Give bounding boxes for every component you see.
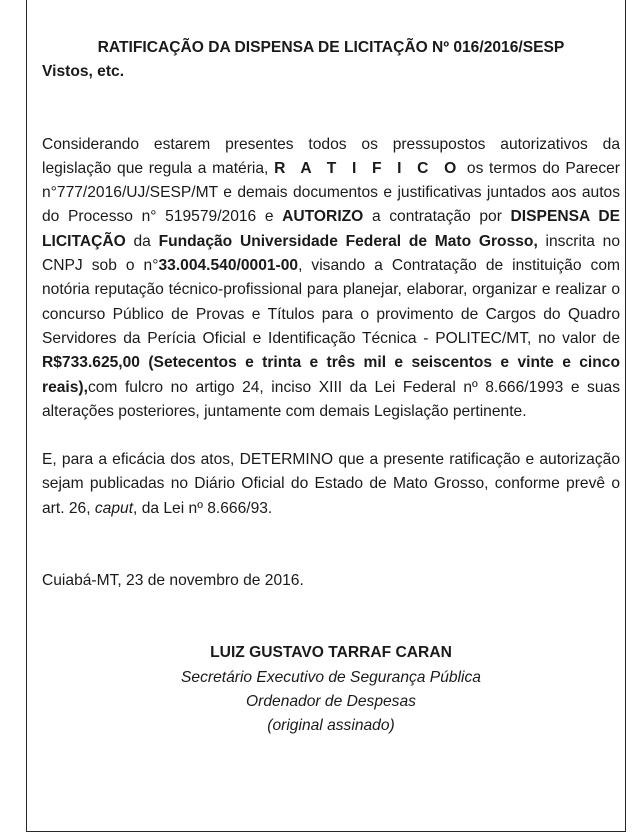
signature-block	[42, 641, 620, 738]
signatory-role: Secretário Executivo de Segurança Pública	[181, 668, 481, 686]
signatory-name: LUIZ GUSTAVO TARRAF CARAN	[210, 644, 452, 662]
paragraph-determination	[42, 448, 620, 521]
p1-bold-valor: R$733.625,00 (Setecentos e trinta e três mil e seiscentos e vinte e cinco reais),	[42, 354, 620, 396]
p1-text-4: da	[125, 232, 159, 250]
p1-bold-ratifico: R A T I F I C O	[274, 159, 462, 177]
p2-italic-caput: caput	[94, 499, 134, 517]
p1-bold-autorizo: AUTORIZO	[282, 208, 364, 226]
place-date: Cuiabá-MT, 23 de novembro de 2016.	[42, 572, 304, 590]
p1-text-6: , visando a Contratação de instituição com notória reputação técnico-profissional para planejar, elaborar, organizar e realizar o concurso Público de Provas e Títulos para o provimento de Cargos do Quadro Servidores da Perícia Oficial e Identificação Técnica - POLITEC/MT, no valor de	[42, 257, 620, 347]
document-title: RATIFICAÇÃO DA DISPENSA DE LICITAÇÃO Nº 016/2016/SESP	[97, 39, 565, 56]
p2-text-1: E, para a eficácia dos atos, DETERMINO que a presente ratificação e autorização sejam publicadas no Diário Oficial do Estado de Mato Grosso, conforme prevê o art. 26,	[42, 451, 620, 517]
p2-text-2: , da Lei nº 8.666/93.	[133, 499, 273, 517]
p1-text-2: os termos do Parecer n°777/2016/UJ/SESP/MT e demais documentos e justificativas juntados aos autos do Processo n° 519579/2016 e	[42, 159, 620, 226]
p1-text-7: com fulcro no artigo 24, inciso XIII da Lei Federal nº 8.666/1993 e suas alterações posteriores, juntamente com demais Legislação pertinente.	[42, 378, 620, 420]
p1-text-3: a contratação por	[363, 208, 511, 226]
p1-text-1: Considerando estarem presentes todos os pressupostos autorizativos da legislação que regula a matéria,	[42, 135, 620, 177]
greeting: Vistos, etc.	[42, 63, 125, 81]
signatory-role-2: Ordenador de Despesas	[246, 692, 416, 710]
p1-text-5: inscrita no CNPJ sob o n°	[42, 232, 621, 275]
paragraph-ratification	[42, 133, 620, 425]
p1-bold-fundacao: Fundação Universidade Federal de Mato Grosso,	[158, 232, 538, 250]
document-body	[42, 36, 620, 739]
p1-bold-dispensa: DISPENSA DE LICITAÇÃO	[42, 208, 620, 250]
p1-bold-cnpj: 33.004.540/0001-00	[158, 257, 299, 275]
signature-note: (original assinado)	[267, 717, 395, 735]
